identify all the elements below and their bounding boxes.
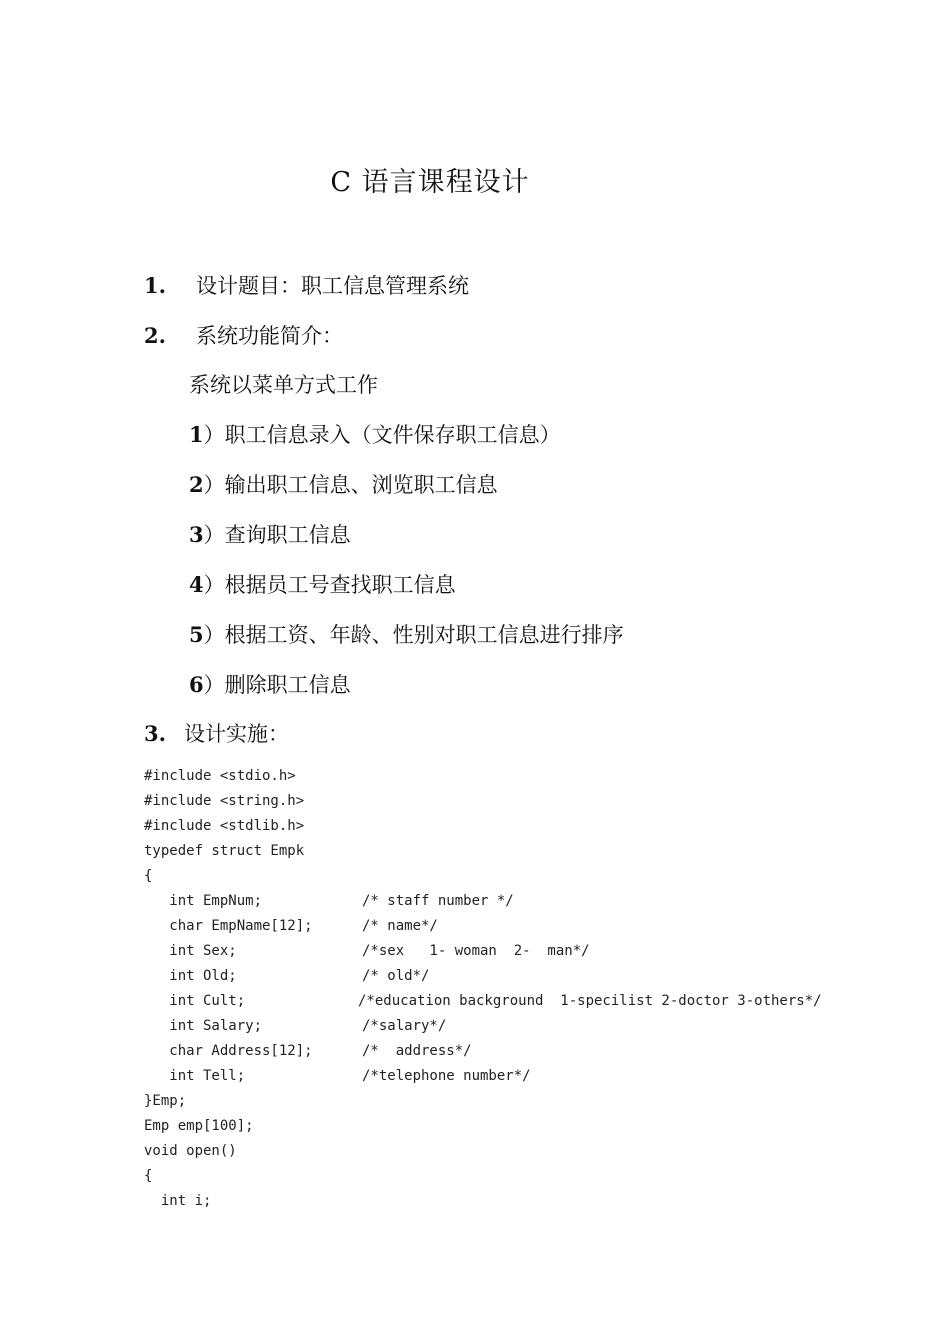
code-line [144, 1064, 531, 1089]
feature-number: 1 [189, 422, 204, 447]
code-text: { [144, 868, 153, 884]
code-comment: /*education background 1-specilist 2-doctor 3-others*/ [358, 993, 822, 1009]
code-line [144, 864, 313, 889]
feature-number: 5 [189, 622, 204, 647]
feature-item [189, 621, 624, 649]
code-line [144, 839, 313, 864]
feature-text: ）查询职工信息 [203, 523, 351, 547]
code-text: #include <stdlib.h> [144, 818, 305, 834]
code-text: char EmpName[12]; [144, 918, 313, 934]
code-text: char Address[12]; [144, 1043, 313, 1059]
feature-number: 3 [189, 522, 204, 547]
code-line [144, 964, 430, 989]
section-heading: 系统功能简介： [196, 324, 343, 348]
code-listing [144, 764, 822, 1214]
code-comment: /* address*/ [362, 1043, 472, 1059]
code-line [144, 1189, 313, 1214]
code-text: int Tell; [144, 1068, 246, 1084]
intro-paragraph: 系统以菜单方式工作 [189, 373, 378, 397]
code-text: int Sex; [144, 943, 237, 959]
code-text: int Old; [144, 968, 237, 984]
feature-text: ）职工信息录入（文件保存职工信息） [203, 423, 561, 447]
code-line [144, 939, 590, 964]
feature-item [189, 421, 561, 449]
code-line [144, 814, 313, 839]
code-text: typedef struct Empk [144, 843, 305, 859]
code-comment: /*telephone number*/ [362, 1068, 531, 1084]
code-comment: /* staff number */ [362, 893, 514, 909]
section-heading: 设计题目：职工信息管理系统 [196, 274, 469, 298]
feature-item [189, 571, 456, 599]
feature-text: ）输出职工信息、浏览职工信息 [203, 473, 498, 497]
code-text: int EmpNum; [144, 893, 263, 909]
code-line [144, 1139, 313, 1164]
section-1 [144, 272, 469, 300]
section-number: 2. [144, 323, 166, 348]
section-3 [144, 720, 289, 748]
section-number: 3. [144, 721, 166, 746]
code-text: }Emp; [144, 1093, 187, 1109]
code-text: #include <string.h> [144, 793, 305, 809]
code-text: int Cult; [144, 993, 246, 1009]
section-number: 1. [144, 273, 166, 298]
code-text: int Salary; [144, 1018, 263, 1034]
code-text: #include <stdio.h> [144, 768, 296, 784]
section-heading: 设计实施： [184, 722, 289, 746]
code-text: void open() [144, 1143, 237, 1159]
code-comment: /* name*/ [362, 918, 438, 934]
code-text: { [144, 1168, 153, 1184]
feature-item [189, 521, 351, 549]
code-line [144, 764, 313, 789]
code-text: Emp emp[100]; [144, 1118, 254, 1134]
code-line [144, 789, 313, 814]
code-line [144, 989, 822, 1014]
section-2 [144, 322, 343, 350]
code-comment: /*sex 1- woman 2- man*/ [362, 943, 590, 959]
feature-number: 4 [189, 572, 204, 597]
feature-text: ）删除职工信息 [203, 673, 351, 697]
code-text: int i; [144, 1193, 212, 1209]
code-line [144, 1164, 313, 1189]
feature-number: 2 [189, 472, 204, 497]
feature-item [189, 671, 351, 699]
code-line [144, 1114, 313, 1139]
code-line [144, 1089, 313, 1114]
code-line [144, 889, 514, 914]
code-line [144, 914, 438, 939]
code-comment: /* old*/ [362, 968, 430, 984]
code-comment: /*salary*/ [362, 1018, 447, 1034]
code-line [144, 1039, 472, 1064]
document-title: C 语言课程设计 [330, 167, 530, 198]
feature-text: ）根据工资、年龄、性别对职工信息进行排序 [203, 623, 624, 647]
code-line [144, 1014, 447, 1039]
feature-number: 6 [189, 672, 204, 697]
feature-text: ）根据员工号查找职工信息 [203, 573, 456, 597]
feature-item [189, 471, 498, 499]
